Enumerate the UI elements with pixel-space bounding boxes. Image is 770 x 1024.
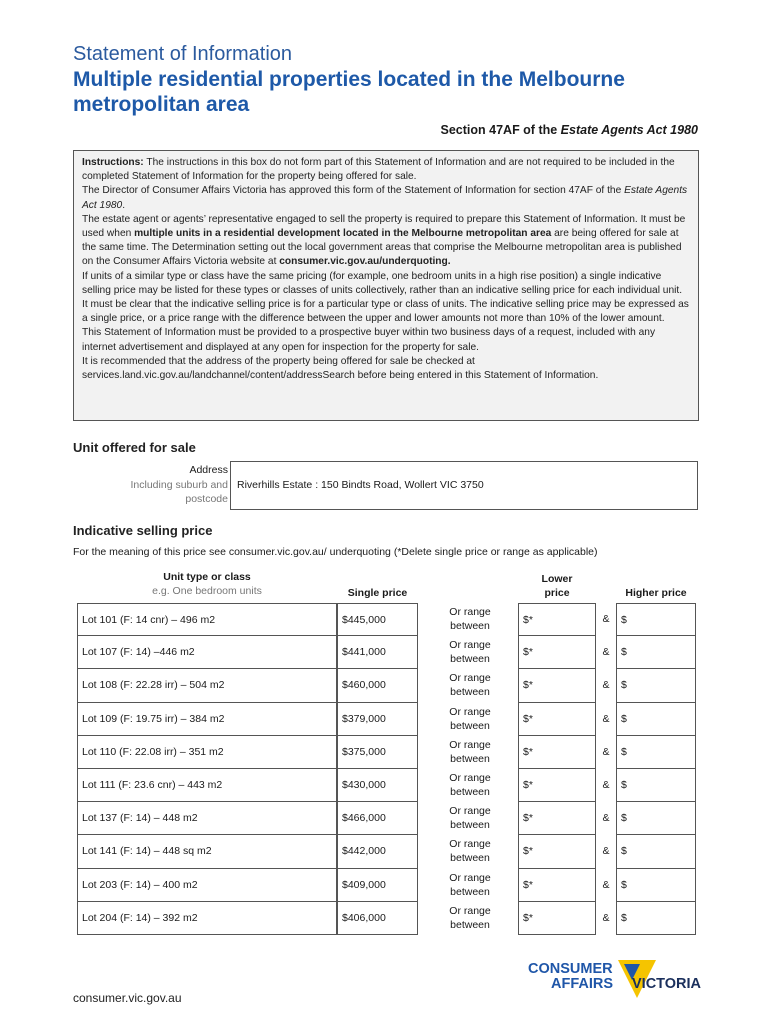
- unit-type-cell[interactable]: Lot 108 (F: 22.28 irr) – 504 m2: [77, 669, 337, 702]
- ampersand: &: [602, 712, 610, 725]
- col-head-single: Single price: [347, 587, 408, 599]
- or-range-line2: between: [450, 686, 490, 699]
- higher-price-cell[interactable]: $: [616, 703, 696, 736]
- underquoting-link[interactable]: consumer.vic.gov.au/underquoting.: [279, 256, 451, 268]
- unit-type-cell[interactable]: Lot 141 (F: 14) – 448 sq m2: [77, 835, 337, 868]
- unit-type-cell[interactable]: Lot 109 (F: 19.75 irr) – 384 m2: [77, 703, 337, 736]
- higher-price-cell[interactable]: $: [616, 835, 696, 868]
- col-head-type-sub: e.g. One bedroom units: [152, 585, 262, 597]
- instructions-p2-end: .: [122, 199, 126, 211]
- or-range-label: [430, 871, 510, 899]
- single-price-cell[interactable]: $441,000: [337, 636, 418, 669]
- single-price-cell[interactable]: $442,000: [337, 835, 418, 868]
- or-range-label: [430, 738, 510, 766]
- logo-text-victoria: VICTORIA: [632, 976, 702, 992]
- address-label: [100, 463, 228, 507]
- or-range-line1: Or range: [449, 871, 491, 884]
- footer-url[interactable]: consumer.vic.gov.au: [73, 991, 182, 1005]
- lower-price-cell[interactable]: $*: [518, 736, 596, 769]
- instructions-p5: This Statement of Information must be provided to a prospective buyer within two business days of a request, included with any internet advertisement and displayed at any open for inspection for the property for sale.: [82, 327, 656, 353]
- table-row: [0, 802, 770, 835]
- or-range-line2: between: [450, 653, 490, 666]
- section-act: Estate Agents Act 1980: [560, 123, 698, 137]
- higher-price-cell[interactable]: $: [616, 802, 696, 835]
- or-range-line2: between: [450, 785, 490, 798]
- or-range-line2: between: [450, 885, 490, 898]
- consumer-affairs-victoria-logo: [528, 958, 704, 1006]
- ampersand: &: [602, 646, 610, 659]
- or-range-line1: Or range: [449, 771, 491, 784]
- or-range-line1: Or range: [449, 738, 491, 751]
- unit-type-cell[interactable]: Lot 204 (F: 14) – 392 m2: [77, 902, 337, 935]
- lower-price-cell[interactable]: $*: [518, 869, 596, 902]
- instructions-label: Instructions:: [82, 157, 144, 168]
- table-row: [0, 603, 770, 636]
- address-label-sub2: postcode: [185, 493, 228, 505]
- or-range-line1: Or range: [449, 904, 491, 917]
- table-row: [0, 636, 770, 669]
- address-label-sub1: Including suburb and: [130, 478, 228, 491]
- or-range-label: [430, 671, 510, 699]
- unit-type-cell[interactable]: Lot 110 (F: 22.08 irr) – 351 m2: [77, 736, 337, 769]
- instructions-p2-act: Estate Agents Act 1980: [82, 185, 688, 211]
- instructions-p1-text: The instructions in this box do not form part of this Statement of Information and are not required to be included in the completed Statement of Information for the property being offered for sale.: [82, 157, 675, 183]
- instructions-p1: [82, 156, 690, 184]
- single-price-cell[interactable]: $375,000: [337, 736, 418, 769]
- or-range-line2: between: [450, 719, 490, 732]
- or-range-line2: between: [450, 620, 490, 632]
- single-price-cell[interactable]: $409,000: [337, 869, 418, 902]
- higher-price-cell[interactable]: $: [616, 769, 696, 802]
- or-range-label: [430, 605, 510, 633]
- logo-text-affairs: AFFAIRS: [550, 976, 614, 992]
- ampersand: &: [602, 613, 610, 625]
- ampersand: &: [602, 778, 610, 791]
- section-prefix: Section 47AF of the: [440, 123, 561, 137]
- single-price-cell[interactable]: $445,000: [337, 603, 418, 636]
- higher-price-cell[interactable]: $: [616, 669, 696, 702]
- lower-price-cell[interactable]: $*: [518, 835, 596, 868]
- table-row: [0, 703, 770, 736]
- instructions-p3-bold: multiple units in a residential development located in the Melbourne metropolitan area: [134, 228, 552, 240]
- table-row: [0, 835, 770, 868]
- or-range-label: [430, 638, 510, 666]
- unit-type-cell[interactable]: Lot 111 (F: 23.6 cnr) – 443 m2: [77, 769, 337, 802]
- higher-price-cell[interactable]: $: [616, 736, 696, 769]
- col-head-lower-2: price: [544, 587, 570, 599]
- single-price-cell[interactable]: $430,000: [337, 769, 418, 802]
- ampersand: &: [602, 812, 610, 825]
- lower-price-cell[interactable]: $*: [518, 902, 596, 935]
- indicative-heading: Indicative selling price: [73, 523, 213, 538]
- lower-price-cell[interactable]: $*: [518, 703, 596, 736]
- lower-price-cell[interactable]: $*: [518, 603, 596, 636]
- single-price-cell[interactable]: $460,000: [337, 669, 418, 702]
- col-head-type: [77, 570, 337, 598]
- or-range-label: [430, 771, 510, 799]
- instructions-p6: It is recommended that the address of the property being offered for sale be checked at services.land.vic.gov.au/landchannel/content/addressSearch before being entered in this Statement of Information.: [82, 355, 599, 382]
- table-row: [0, 869, 770, 902]
- or-range-line1: Or range: [449, 805, 491, 818]
- col-head-type-label: Unit type or class: [163, 571, 251, 583]
- address-label-main: Address: [189, 464, 228, 476]
- or-range-line2: between: [450, 819, 490, 832]
- unit-type-cell[interactable]: Lot 137 (F: 14) – 448 m2: [77, 802, 337, 835]
- col-head-lower-1: Lower: [541, 573, 573, 585]
- ampersand: &: [602, 745, 610, 758]
- single-price-cell[interactable]: $379,000: [337, 703, 418, 736]
- single-price-cell[interactable]: $466,000: [337, 802, 418, 835]
- unit-offered-heading: Unit offered for sale: [73, 440, 196, 455]
- ampersand: &: [602, 679, 610, 692]
- address-value: Riverhills Estate : 150 Bindts Road, Wollert VIC 3750: [237, 479, 484, 491]
- table-row: [0, 769, 770, 802]
- instructions-p2: [82, 184, 690, 212]
- instructions-box: [73, 150, 699, 421]
- address-field[interactable]: [230, 461, 698, 510]
- unit-type-cell[interactable]: Lot 101 (F: 14 cnr) – 496 m2: [77, 603, 337, 636]
- or-range-line2: between: [450, 918, 490, 931]
- instructions-p3-b: are being offered for sale at the same time. The Determination setting out the local government areas that comprise the Melbourne metropolitan area is published on the Consumer Affairs Victoria website at: [82, 228, 682, 268]
- or-range-line2: between: [450, 752, 490, 765]
- or-range-label: [430, 804, 510, 832]
- instructions-p4: If units of a similar type or class have the same pricing (for example, one bedroom units in a high rise position) a single indicative selling price may be listed for these types or classes of units collectively, rather than an indicative selling price for each individual unit. It must be clear that the indicative selling price is for a particular type or class of units. The indicative selling price may be expressed as a single price, or a price range with the difference between the upper and lower amounts not more than 10% of the lower amount.: [82, 270, 689, 325]
- or-range-line1: Or range: [449, 838, 491, 851]
- logo-graphic: [528, 958, 704, 1006]
- table-row: [0, 736, 770, 769]
- col-head-higher: Higher price: [625, 587, 687, 599]
- ampersand: &: [602, 878, 610, 891]
- meaning-text: For the meaning of this price see consumer.vic.gov.au/ underquoting (*Delete single price or range as applicable): [73, 546, 598, 558]
- instructions-p3-a: The estate agent or agents’ representative engaged to sell the property is required to prepare this Statement of Information. It must be used when: [82, 213, 686, 240]
- lower-price-cell[interactable]: $*: [518, 802, 596, 835]
- or-range-line1: Or range: [449, 705, 491, 718]
- col-head-lower: [518, 572, 596, 600]
- or-range-label: [430, 904, 510, 932]
- logo-text-consumer: CONSUMER: [528, 961, 613, 977]
- table-row: [0, 902, 770, 935]
- or-range-line1: Or range: [449, 672, 491, 685]
- lower-price-cell[interactable]: $*: [518, 636, 596, 669]
- instructions-p3: [82, 213, 690, 270]
- or-range-label: [430, 705, 510, 733]
- higher-price-cell[interactable]: $: [616, 636, 696, 669]
- ampersand: &: [602, 845, 610, 858]
- higher-price-cell[interactable]: $: [616, 603, 696, 636]
- table-row: [0, 669, 770, 702]
- higher-price-cell[interactable]: $: [616, 902, 696, 935]
- higher-price-cell[interactable]: $: [616, 869, 696, 902]
- or-range-line1: Or range: [449, 606, 491, 618]
- or-range-line2: between: [450, 852, 490, 865]
- page-subtitle: Statement of Information: [73, 43, 293, 65]
- price-table: [0, 603, 770, 935]
- lower-price-cell[interactable]: $*: [518, 669, 596, 702]
- unit-type-cell[interactable]: Lot 107 (F: 14) –446 m2: [77, 636, 337, 669]
- single-price-cell[interactable]: $406,000: [337, 902, 418, 935]
- or-range-label: [430, 837, 510, 865]
- unit-type-cell[interactable]: Lot 203 (F: 14) – 400 m2: [77, 869, 337, 902]
- page-title: Multiple residential properties located in the Melbourne metropolitan area: [73, 68, 625, 116]
- or-range-line1: Or range: [449, 639, 491, 652]
- lower-price-cell[interactable]: $*: [518, 769, 596, 802]
- section-reference: [441, 123, 698, 137]
- ampersand: &: [602, 911, 610, 924]
- instructions-p2-text: The Director of Consumer Affairs Victoria has approved this form of the Statement of Information for section 47AF of the: [82, 185, 625, 197]
